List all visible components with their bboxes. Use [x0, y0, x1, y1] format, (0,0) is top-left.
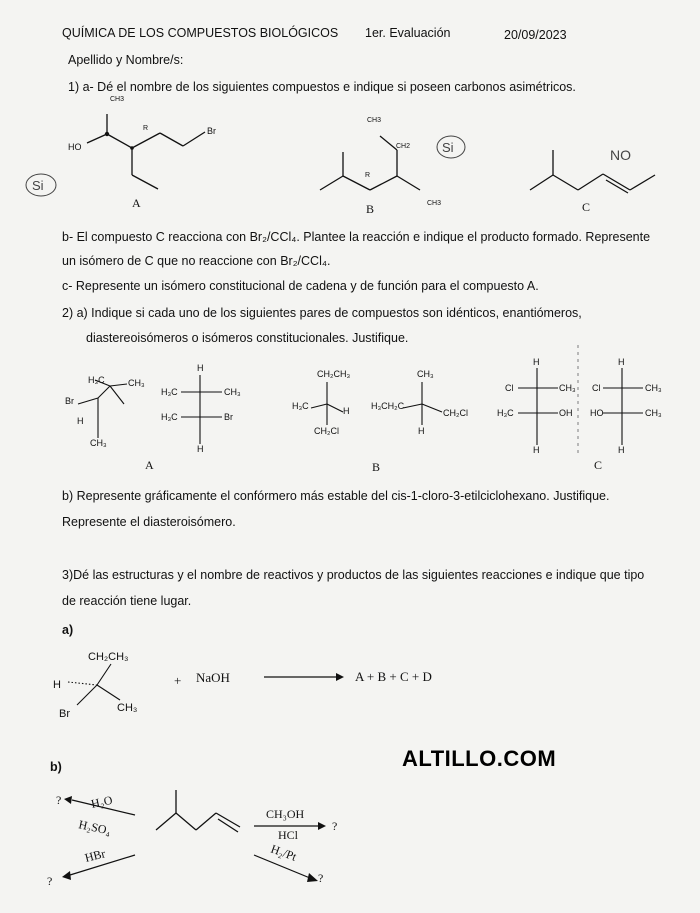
reagent-hbr: HBr: [83, 846, 107, 865]
svg-text:?: ?: [47, 874, 53, 888]
q1b-line1: b- El compuesto C reacciona con Br₂/CCl₄. Plantee la reacción e indique el producto formado. Represente: [62, 230, 651, 244]
svg-text:CH₃: CH₃: [417, 369, 434, 379]
q3-line1: 3)Dé las estructuras y el nombre de reactivos y productos de las siguientes reacciones e indique que tipo: [62, 568, 645, 582]
q1-label-a: A: [132, 196, 141, 210]
q1b-line2: un isómero de C que no reaccione con Br₂/CCl₄.: [62, 254, 331, 268]
svg-text:?: ?: [318, 871, 324, 885]
products-abcd: A + B + C + D: [355, 669, 432, 684]
svg-text:H₃C: H₃C: [292, 401, 309, 411]
svg-text:CH₃: CH₃: [645, 383, 662, 393]
svg-text:H₃C: H₃C: [161, 412, 178, 422]
svg-text:Br: Br: [224, 412, 233, 422]
reagent-hcl: HCl: [278, 828, 299, 842]
oh-label: HO: [68, 142, 82, 152]
svg-text:Br: Br: [59, 708, 70, 720]
hand-no: NO: [610, 147, 631, 163]
hand-si-2: Si: [442, 140, 454, 155]
q2-label-b: B: [372, 460, 381, 474]
hand-si-1: Si: [32, 178, 44, 193]
q1-label-c: C: [582, 200, 591, 214]
svg-text:CH₃: CH₃: [559, 383, 576, 393]
svg-text:CH₃: CH₃: [645, 408, 662, 418]
svg-text:CH₂Cl: CH₂Cl: [443, 408, 468, 418]
br-label: Br: [207, 126, 216, 136]
svg-text:CH₂CH₃: CH₂CH₃: [88, 651, 129, 663]
q2b-line1: b) Represente gráficamente el confórmero más estable del cis-1-cloro-3-etilciclohexano. Justifique.: [62, 489, 610, 503]
svg-text:+: +: [174, 673, 182, 688]
svg-text:H: H: [533, 357, 540, 367]
svg-text:Br: Br: [65, 396, 74, 406]
reagent-h2pt: H₂/Pt: [268, 841, 299, 864]
q1c-text: c- Represente un isómero constitucional de cadena y de función para el compuesto A.: [62, 279, 539, 293]
svg-text:Cl: Cl: [505, 383, 514, 393]
svg-text:?: ?: [332, 819, 338, 833]
svg-text:CH₃: CH₃: [128, 378, 145, 388]
svg-text:H₃CH₂C: H₃CH₂C: [371, 401, 405, 411]
svg-text:H: H: [77, 416, 84, 426]
svg-text:CH2: CH2: [396, 143, 411, 150]
q3a-label: a): [62, 623, 74, 637]
exam-date: 20/09/2023: [504, 28, 567, 42]
q2a-line2: diastereoisómeros o isómeros constitucionales. Justifique.: [86, 331, 409, 345]
svg-text:CH₃: CH₃: [117, 702, 138, 714]
reagent-h2so4: H₂SO₄: [77, 817, 112, 838]
exam-label: 1er. Evaluación: [365, 26, 451, 40]
q2b-line2: Represente el diasteroisómero.: [62, 515, 236, 529]
q1-label-b: B: [366, 202, 375, 216]
q2-label-c: C: [594, 458, 603, 472]
svg-text:Cl: Cl: [592, 383, 601, 393]
q3b-label: b): [50, 760, 62, 774]
svg-text:H: H: [343, 406, 350, 416]
svg-text:H₃C: H₃C: [88, 375, 105, 385]
q2-label-a: A: [145, 458, 154, 472]
subject-title: QUÍMICA DE LOS COMPUESTOS BIOLÓGICOS: [62, 26, 339, 40]
svg-text:H: H: [197, 444, 204, 454]
svg-text:R: R: [143, 125, 149, 132]
reagent-naoh: NaOH: [196, 670, 230, 685]
svg-text:?: ?: [56, 793, 62, 807]
watermark-logo: ALTILLO.COM: [402, 746, 557, 771]
svg-text:R: R: [365, 172, 371, 179]
reagent-ch3oh: CH₃OH: [266, 807, 305, 821]
svg-text:CH₂CH₃: CH₂CH₃: [317, 369, 351, 379]
name-label: Apellido y Nombre/s:: [68, 53, 184, 67]
svg-text:H: H: [53, 679, 61, 691]
reagent-h2o: H₂O: [89, 792, 114, 811]
svg-text:CH3: CH3: [427, 200, 442, 207]
q2a-line1: 2) a) Indique si cada uno de los siguientes pares de compuestos son idénticos, enantiómeros,: [62, 306, 582, 320]
svg-text:H: H: [618, 357, 625, 367]
svg-text:CH3: CH3: [110, 96, 125, 103]
svg-text:CH₃: CH₃: [224, 387, 241, 397]
svg-text:H: H: [618, 445, 625, 455]
svg-text:OH: OH: [559, 408, 573, 418]
svg-text:H₃C: H₃C: [497, 408, 514, 418]
svg-text:H: H: [418, 426, 425, 436]
svg-text:CH3: CH3: [367, 117, 382, 124]
svg-text:H: H: [533, 445, 540, 455]
svg-text:H₃C: H₃C: [161, 387, 178, 397]
q3-line2: de reacción tiene lugar.: [62, 594, 192, 608]
svg-text:CH₃: CH₃: [90, 438, 107, 448]
svg-text:CH₂Cl: CH₂Cl: [314, 426, 339, 436]
q1a-text: 1) a- Dé el nombre de los siguientes compuestos e indique si poseen carbonos asimétricos.: [68, 80, 576, 94]
svg-text:HO: HO: [590, 408, 604, 418]
svg-text:H: H: [197, 363, 204, 373]
